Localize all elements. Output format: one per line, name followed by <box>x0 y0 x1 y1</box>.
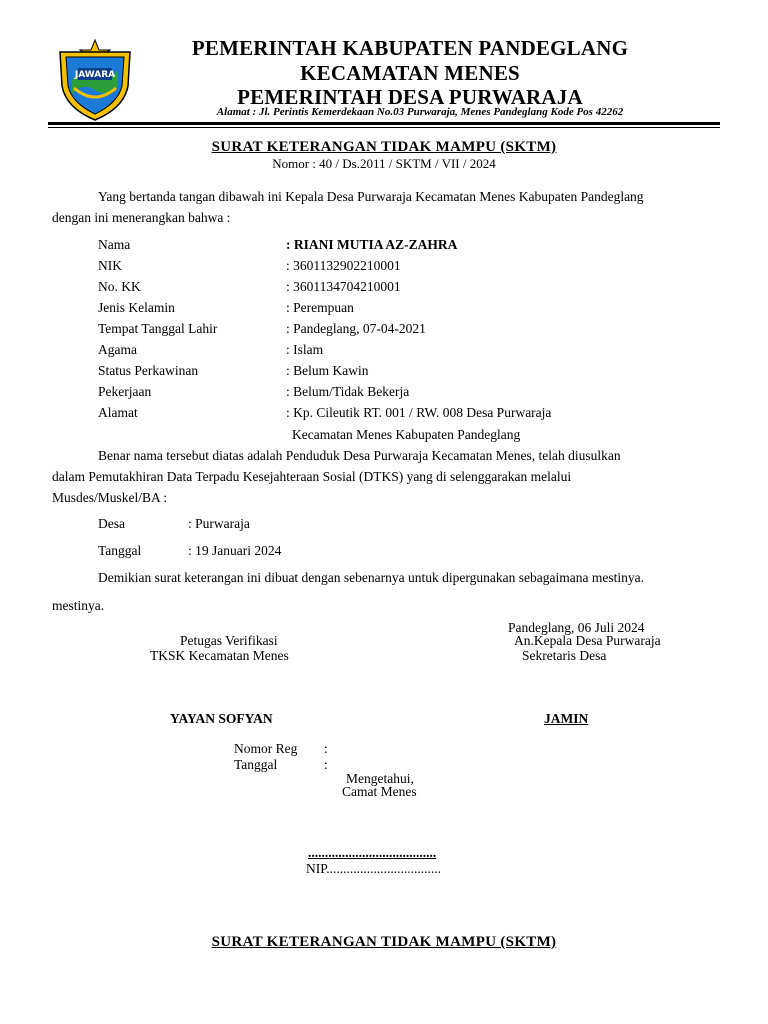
field-label-occupation: Pekerjaan <box>98 384 152 399</box>
header-government: PEMERINTAH KABUPATEN PANDEGLANG <box>191 36 629 60</box>
camat-label: Camat Menes <box>342 784 417 799</box>
field-value-nama: : RIANI MUTIA AZ-ZAHRA <box>286 237 458 252</box>
closing-extra: mestinya. <box>52 598 105 613</box>
nomor-reg-label: Nomor Reg <box>234 741 298 756</box>
reg-tanggal-value: : <box>324 757 328 772</box>
header-district: KECAMATAN MENES <box>300 61 520 85</box>
next-page-title: SURAT KETERANGAN TIDAK MAMPU (SKTM) <box>211 934 557 950</box>
field-value-gender: : Perempuan <box>286 300 354 315</box>
field-value-religion: : Islam <box>286 342 324 357</box>
field-value-address-cont: Kecamatan Menes Kabupaten Pandeglang <box>292 427 521 442</box>
field-value-occupation: : Belum/Tidak Bekerja <box>286 384 410 399</box>
field-label-gender: Jenis Kelamin <box>98 300 175 315</box>
reg-tanggal-label: Tanggal <box>234 757 278 772</box>
desa-label: Desa <box>98 516 125 531</box>
header-rule-thick <box>48 122 720 125</box>
tanggal-value: : 19 Januari 2024 <box>188 543 282 558</box>
field-value-address: : Kp. Cileutik RT. 001 / RW. 008 Desa Purwaraja <box>286 405 552 420</box>
right-role-2: Sekretaris Desa <box>522 648 607 663</box>
letter-title: SURAT KETERANGAN TIDAK MAMPU (SKTM) <box>211 139 557 155</box>
tanggal-label: Tanggal <box>98 543 142 558</box>
left-role-1: Petugas Verifikasi <box>180 633 278 648</box>
left-role-2: TKSK Kecamatan Menes <box>150 648 289 663</box>
body-line-2: dalam Pemutakhiran Data Terpadu Kesejahteraan Sosial (DTKS) yang di selenggarakan melalui <box>52 469 572 484</box>
field-label-religion: Agama <box>98 342 137 357</box>
mengetahui-label: Mengetahui, <box>346 771 414 786</box>
left-signatory-name: YAYAN SOFYAN <box>170 711 273 726</box>
field-label-nama: Nama <box>98 237 131 252</box>
field-value-nik: : 3601132902210001 <box>286 258 401 273</box>
logo-lettering: JAWARA <box>74 70 116 80</box>
place-date: Pandeglang, 06 Juli 2024 <box>508 620 645 635</box>
header-village: PEMERINTAH DESA PURWARAJA <box>237 85 583 109</box>
pandeglang-emblem-logo <box>52 36 138 122</box>
desa-value: : Purwaraja <box>188 516 250 531</box>
letter-number: Nomor : 40 / Ds.2011 / SKTM / VII / 2024 <box>272 156 496 171</box>
nip-line: NIP.................................. <box>306 861 442 876</box>
closing-line: Demikian surat keterangan ini dibuat dengan sebenarnya untuk dipergunakan sebagaimana mestinya. <box>98 570 644 585</box>
header-rule-thin <box>48 127 720 128</box>
field-value-kk: : 3601134704210001 <box>286 279 401 294</box>
field-value-marital: : Belum Kawin <box>286 363 369 378</box>
right-role-1: An.Kepala Desa Purwaraja <box>514 633 661 648</box>
field-label-nik: NIK <box>98 258 122 273</box>
field-label-address: Alamat <box>98 405 138 420</box>
body-line-1: Benar nama tersebut diatas adalah Penduduk Desa Purwaraja Kecamatan Menes, telah diusulkan <box>98 448 621 463</box>
header-address: Alamat : Jl. Perintis Kemerdekaan No.03 Purwaraja, Menes Pandeglang Kode Pos 42262 <box>216 106 624 118</box>
field-value-birth: : Pandeglang, 07-04-2021 <box>286 321 426 336</box>
intro-line-2: dengan ini menerangkan bahwa : <box>52 210 231 225</box>
intro-line-1: Yang bertanda tangan dibawah ini Kepala Desa Purwaraja Kecamatan Menes Kabupaten Pandeglang <box>98 189 644 204</box>
right-signatory-name: JAMIN <box>544 711 589 726</box>
nomor-reg-value: : <box>324 741 328 756</box>
field-label-birth: Tempat Tanggal Lahir <box>98 321 218 336</box>
field-label-kk: No. KK <box>98 279 141 294</box>
camat-signature-line: ...................................... <box>308 845 437 860</box>
body-line-3: Musdes/Muskel/BA : <box>52 490 168 505</box>
field-label-marital: Status Perkawinan <box>98 363 199 378</box>
